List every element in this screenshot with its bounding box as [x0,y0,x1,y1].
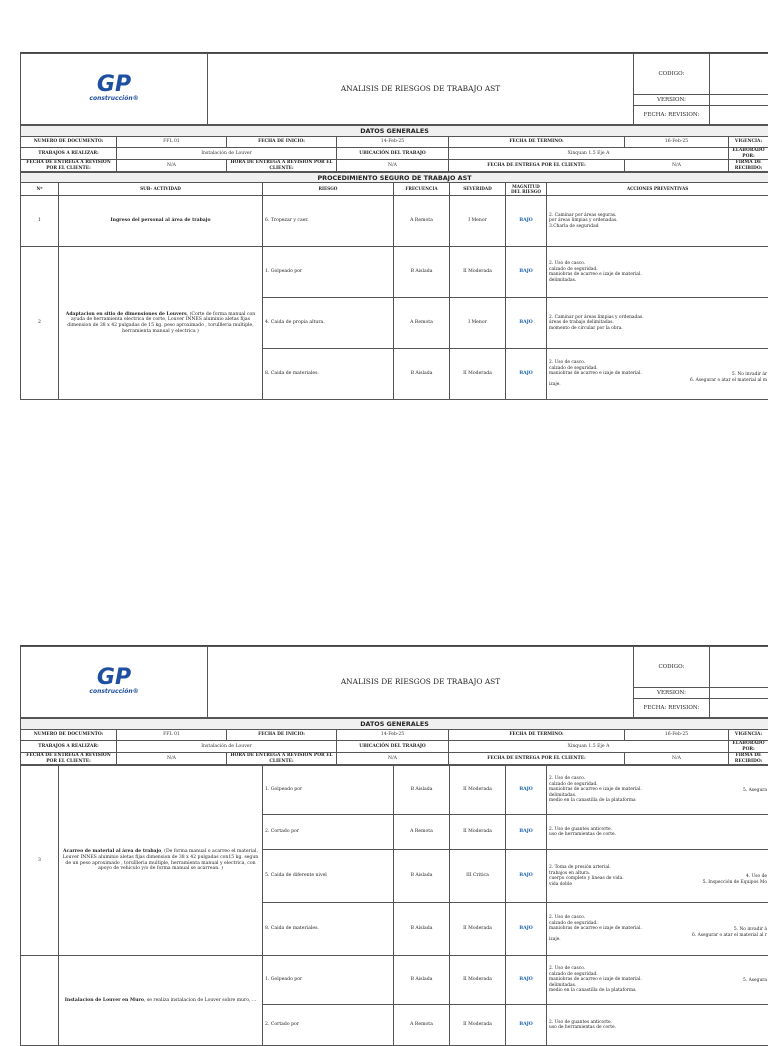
entrega-rev-value: N/A [117,160,227,172]
sub-actividad-title: Acarreo de material al área de trabajo [63,849,161,854]
magnitud-badge: BAJO [506,850,547,903]
severidad-cell: II Moderada [450,956,506,1005]
fecha-revision-label: FECHA: REVISION: [634,699,710,718]
version-label: VERSION: [634,688,710,699]
sub-actividad-cell [59,766,263,956]
svg-text:construcción®: construcción® [89,95,138,102]
acciones-text-right: 5. Asegura [743,978,767,984]
entrega-rev-label: FECHA DE ENTREGA A REVISION POR EL CLIENTE: [21,753,117,765]
acciones-text-right: 5. No invadir ár 6. Asegurar o atar el material al m [690,372,767,383]
gp-logo-icon [82,665,146,697]
acciones-text: 2. Uso de casco. calzado de seguridad. maniobras de acarreo e izaje de material. izaje. [549,360,766,388]
riesgo-cell: 2. Cortado por [263,815,394,850]
severidad-cell: II Moderada [450,247,506,298]
magnitud-badge: BAJO [506,956,547,1005]
num-doc-value: FFL 01 [117,137,227,148]
header-table [20,53,768,125]
row-number: 3 [21,766,59,956]
col-riesgo: RIESGO [263,183,394,196]
severidad-cell: II Moderada [450,349,506,400]
elaborado-label: ELABORADO POR: [729,741,768,753]
procedure-table-2 [20,765,768,1046]
acciones-text: 2. Uso de casco. calzado de seguridad. maniobras de acarreo e izaje de material. izaje. [549,915,766,943]
ubicacion-value: Xinquan 1.5 Eje A [449,148,729,160]
sub-actividad-desc: , (De forma manual o acarreo el material, Louver INNES aluminio aletas fijas dimension de 38 x 42 pulgadas con15 kg. segun de un peso aproximado , torullleria multiple, herramienta manual y electrica, con apoyo de vehiculo y/o de forma manual se acarrean. ) [63,849,259,871]
svg-text:GP: GP [97,665,131,690]
acciones-text: 2. Caminar por áreas seguras. por áreas limpias y ordenadas. 3.Charla de seguridad [549,213,766,230]
row-number [21,956,59,1046]
acciones-text: 2. Caminar por áreas limpias y ordenadas. áreas de trabajo delimitadas. momento de circular por la obra. [549,315,766,332]
sub-actividad-cell [59,196,263,247]
col-magnitud: MAGNITUD DEL RIESGO [506,183,547,196]
riesgo-cell: 2. Cortado por [263,1005,394,1046]
sub-actividad-cell [59,956,263,1046]
magnitud-badge: BAJO [506,903,547,956]
fecha-termino-label: FECHA DE TERMINO: [449,137,625,148]
frecuencia-cell: A Remota [394,298,450,349]
frecuencia-cell: B Aislada [394,766,450,815]
row-number: 1 [21,196,59,247]
codigo-value [710,647,768,688]
elaborado-label: ELABORADO POR: [729,148,768,160]
riesgo-cell: 1. Golpeado por [263,956,394,1005]
hora-entrega-value: N/A [337,753,449,765]
severidad-cell: I Menor [450,298,506,349]
severidad-cell: I Menor [450,196,506,247]
version-value [710,688,768,699]
magnitud-badge: BAJO [506,766,547,815]
datos-generales-heading: DATOS GENERALES [21,719,768,730]
hora-entrega-label: HORA DE ENTREGA A REVISION POR EL CLIENTE: [227,160,337,172]
acciones-cell [547,815,768,850]
acciones-text-right: 5. Asegura [743,788,767,794]
magnitud-badge: BAJO [506,247,547,298]
num-doc-label: NUMERO DE DOCUMENTO: [21,730,117,741]
page2-rows [21,766,768,1046]
acciones-cell [547,298,768,349]
table-row [21,766,768,815]
entrega-cliente-label: FECHA DE ENTREGA POR EL CLIENTE: [449,160,625,172]
magnitud-badge: BAJO [506,349,547,400]
codigo-label: CODIGO: [634,647,710,688]
severidad-cell: II Moderada [450,903,506,956]
codigo-label: CODIGO: [634,54,710,95]
table-row [21,196,768,247]
acciones-text: 2. Toma de presión arterial. trabajos en altura. cuerpo completo y lineas de vida. vida doble [549,865,766,887]
vigencia-label: VIGENCIA: [729,730,768,741]
table-row [21,956,768,1005]
num-doc-label: NUMERO DE DOCUMENTO: [21,137,117,148]
svg-text:GP: GP [97,72,131,97]
riesgo-cell: 8. Caida de materiales. [263,349,394,400]
fecha-termino-value: 16-Feb-25 [625,730,729,741]
entrega-rev-value: N/A [117,753,227,765]
riesgo-cell: 5. Caida de diferente nivel [263,850,394,903]
frecuencia-cell: A Remota [394,196,450,247]
frecuencia-cell: B Aislada [394,850,450,903]
entrega-cliente-value: N/A [625,753,729,765]
acciones-text: 2. Uso de guantes anticorte. uso de herramientas de corte. [549,1020,766,1031]
acciones-cell [547,766,768,815]
procedure-table [20,172,768,400]
frecuencia-cell: A Remota [394,1005,450,1046]
acciones-cell [547,349,768,400]
sub-actividad-title: Ingreso del personal al área de trabajo [110,218,210,223]
riesgo-cell: 1. Golpeado por [263,247,394,298]
ubicacion-label: UBICACIÓN DEL TRABAJO [337,148,449,160]
trabajos-value: Instalación de Louver [117,741,337,753]
trabajos-value: Instalación de Louver [117,148,337,160]
datos-generales-table-2 [20,718,768,765]
acciones-cell [547,903,768,956]
sub-actividad-desc: , se realiza instalacion de Louver sobre muro, ... [144,998,256,1003]
acciones-cell [547,247,768,298]
severidad-cell: II Moderada [450,766,506,815]
magnitud-badge: BAJO [506,815,547,850]
fecha-inicio-value: 14-Feb-25 [337,730,449,741]
magnitud-badge: BAJO [506,1005,547,1046]
acciones-text: 2. Uso de casco. calzado de seguridad. maniobras de acarreo e izaje de material. delimitadas. medio en la canastilla de la plataforma [549,776,766,804]
frecuencia-cell: B Aislada [394,956,450,1005]
document-page-2 [20,645,768,1046]
sub-actividad-title: Instalacion de Louver en Muro [65,998,144,1003]
frecuencia-cell: B Aislada [394,349,450,400]
version-value [710,95,768,106]
hora-entrega-value: N/A [337,160,449,172]
logo-cell [21,54,208,125]
col-sub-actividad: SUB- ACTIVIDAD [59,183,263,196]
riesgo-cell: 6. Tropezar y caer. [263,196,394,247]
trabajos-label: TRABAJOS A REALIZAR: [21,148,117,160]
acciones-cell [547,196,768,247]
riesgo-cell: 8. Caida de materiales. [263,903,394,956]
fecha-inicio-label: FECHA DE INICIO: [227,730,337,741]
procedure-heading: PROCEDIMIENTO SEGURO DE TRABAJO AST [21,173,768,183]
version-label: VERSION: [634,95,710,106]
codigo-value [710,54,768,95]
fecha-inicio-label: FECHA DE INICIO: [227,137,337,148]
acciones-text: 2. Uso de casco. calzado de seguridad. maniobras de acarreo e izaje de material. delimitadas. medio en la canastilla de la plataforma [549,966,766,994]
document-page-1 [20,52,768,400]
header-table-2 [20,646,768,718]
ubicacion-label: UBICACIÓN DEL TRABAJO [337,741,449,753]
fecha-revision-value [710,699,768,718]
sub-actividad-desc: , (Corte de forma manual con ayuda de herramienta electrica de corte, Louver INNES aluminio aletas fijas dimension de 38 x 42 pulgadas de 15 kg. peso aproximado , torullleria multiple, herramienta manual y electrica ) [67,312,255,334]
page1-rows [21,196,768,400]
col-num: Nº [21,183,59,196]
table-row [21,247,768,298]
document-title: ANALISIS DE RIESGOS DE TRABAJO AST [208,54,634,125]
trabajos-label: TRABAJOS A REALIZAR: [21,741,117,753]
entrega-rev-label: FECHA DE ENTREGA A REVISION POR EL CLIENTE: [21,160,117,172]
datos-generales-heading: DATOS GENERALES [21,126,768,137]
col-frecuencia: FRECUENCIA [394,183,450,196]
firma-label: FIRMA DE RECIBIDO: [729,753,768,765]
severidad-cell: II Moderada [450,1005,506,1046]
sub-actividad-cell [59,247,263,400]
riesgo-cell: 1. Golpeado por [263,766,394,815]
fecha-revision-label: FECHA: REVISION: [634,106,710,125]
acciones-text-right: 5. No invadir á 6. Asegurar o atar el material al r [692,927,767,938]
svg-text:construcción®: construcción® [89,688,138,695]
riesgo-cell: 4. Caida de propia altura. [263,298,394,349]
datos-generales-table [20,125,768,172]
fecha-termino-value: 16-Feb-25 [625,137,729,148]
entrega-cliente-value: N/A [625,160,729,172]
col-acciones: ACCIONES PREVENTIVAS [547,183,768,196]
gp-logo-icon [82,72,146,104]
fecha-inicio-value: 14-Feb-25 [337,137,449,148]
entrega-cliente-label: FECHA DE ENTREGA POR EL CLIENTE: [449,753,625,765]
sub-actividad-title: Adaptacion en sitio de dimensiones de Louvers [66,312,187,317]
vigencia-label: VIGENCIA: [729,137,768,148]
frecuencia-cell: B Aislada [394,903,450,956]
document-title: ANALISIS DE RIESGOS DE TRABAJO AST [208,647,634,718]
acciones-text: 2. Uso de guantes anticorte. uso de herramientas de corte. [549,827,766,838]
num-doc-value: FFL 01 [117,730,227,741]
acciones-cell [547,850,768,903]
magnitud-badge: BAJO [506,298,547,349]
col-severidad: SEVERIDAD [450,183,506,196]
fecha-revision-value [710,106,768,125]
acciones-text-right: 4. Uso de 5. Inspección de Equipos Mo [703,874,767,885]
ubicacion-value: Xinquan 1.5 Eje A [449,741,729,753]
frecuencia-cell: A Remota [394,815,450,850]
logo-cell-2 [21,647,208,718]
frecuencia-cell: B Aislada [394,247,450,298]
severidad-cell: II Moderada [450,815,506,850]
severidad-cell: III Critica [450,850,506,903]
hora-entrega-label: HORA DE ENTREGA A REVISION POR EL CLIENTE: [227,753,337,765]
acciones-cell [547,956,768,1005]
firma-label: FIRMA DE RECIBIDO: [729,160,768,172]
acciones-text: 2. Uso de casco. calzado de seguridad. maniobras de acarreo e izaje de material. delimitadas. [549,261,766,283]
row-number: 2 [21,247,59,400]
fecha-termino-label: FECHA DE TERMINO: [449,730,625,741]
magnitud-badge: BAJO [506,196,547,247]
acciones-cell [547,1005,768,1046]
